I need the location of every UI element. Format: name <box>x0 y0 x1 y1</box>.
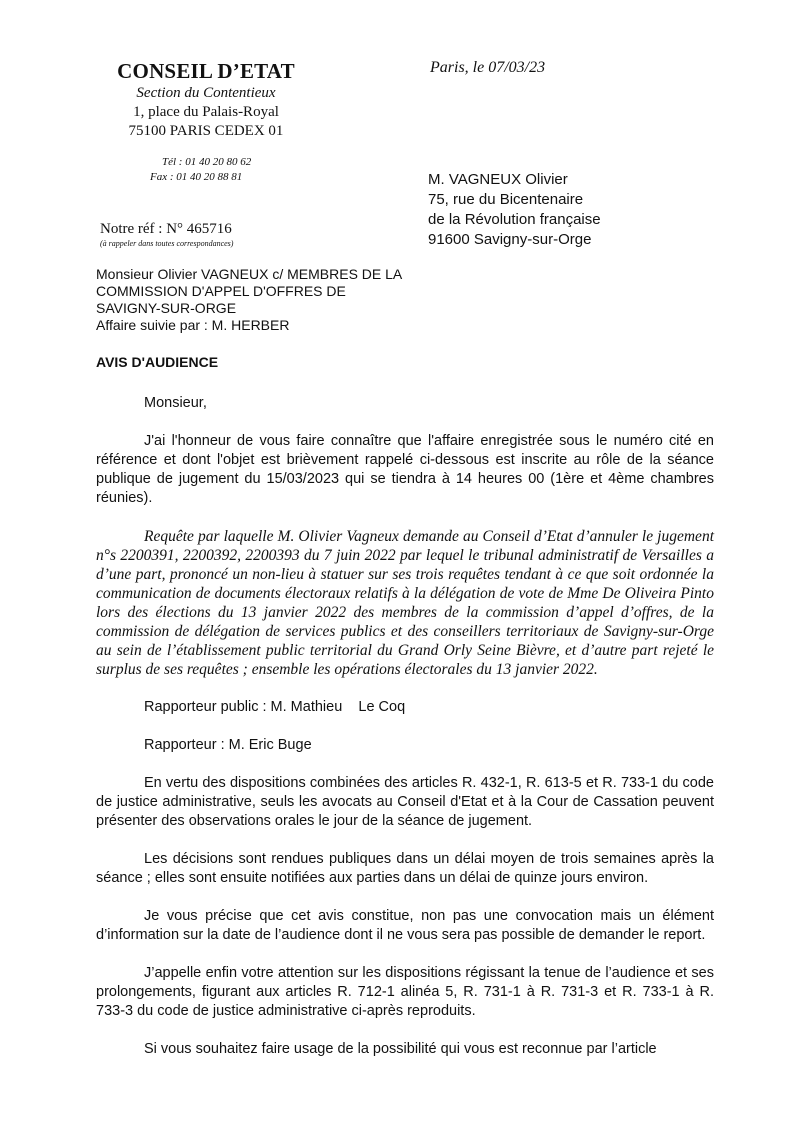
document-heading: AVIS D'AUDIENCE <box>96 354 219 370</box>
recipient-city: 91600 Savigny-sur-Orge <box>428 231 592 248</box>
case-title-block <box>96 266 436 334</box>
reference-note: (à rappeler dans toutes correspondances) <box>100 239 234 248</box>
reference-number: Notre réf : N° 465716 <box>100 221 232 237</box>
paragraph-provisions: J’appelle enfin votre attention sur les dispositions régissant la tenue de l’audience et ses prolongements, figurant aux articles R. 712-1 alinéa 5, R. 731-1 à R. 731-3 et R. 733-1 à R. 733-3 du code de justice administrative ci-après reproduits. <box>96 965 714 1019</box>
paragraph-oral-observations: En vertu des dispositions combinées des articles R. 432-1, R. 613-5 et R. 733-1 du code de justice administrative, seuls les avocats au Conseil d'Etat et à la Cour de Cassation peuvent présenter des observations orales le jour de la séance de jugement. <box>96 775 714 829</box>
fax: Fax : 01 40 20 88 81 <box>150 171 243 183</box>
recipient-address <box>428 170 601 250</box>
institution-title: CONSEIL D’ETAT <box>117 59 295 83</box>
paragraph-usage: Si vous souhaitez faire usage de la possibilité qui vous est reconnue par l’article <box>144 1041 657 1057</box>
case-handler: Affaire suivie par : M. HERBER <box>96 317 290 333</box>
telephone: Tél : 01 40 20 80 62 <box>162 156 252 168</box>
contact-block <box>150 155 251 185</box>
institution-address-line1: 1, place du Palais-Royal <box>133 104 279 120</box>
rapporteur-public: Rapporteur public : M. Mathieu Le Coq <box>144 699 406 715</box>
paragraph-hearing-notice: J'ai l'honneur de vous faire connaître que l'affaire enregistrée sous le numéro cité en référence et dont l'objet est brièvement rappelé ci-dessous est inscrite au rôle de la séance publique de jugement du 15/03/2023 qui se tiendra à 14 heures 00 (1ère et 4ème chambres réunies). <box>96 433 714 506</box>
rapporteur: Rapporteur : M. Eric Buge <box>144 737 312 753</box>
letter-body <box>96 394 714 1078</box>
recipient-street: 75, rue du Bicentenaire <box>428 191 584 208</box>
institution-section: Section du Contentieux <box>136 85 276 101</box>
salutation: Monsieur, <box>144 395 207 411</box>
institution-address-line2: 75100 PARIS CEDEX 01 <box>128 123 284 139</box>
paragraph-not-convocation: Je vous précise que cet avis constitue, non pas une convocation mais un élément d’information sur la date de l’audience dont il ne vous sera pas possible de demander le report. <box>96 908 714 943</box>
case-line-3: SAVIGNY-SUR-ORGE <box>96 300 237 316</box>
paragraph-request-summary: Requête par laquelle M. Olivier Vagneux demande au Conseil d’Etat d’annuler le jugement n°s 2200391, 2200392, 2200393 du 7 juin 2022 par lequel le tribunal administratif de Versailles a d’une part, prononcé un non-lieu à statuer sur ses trois requêtes tendant à ce que soit ordonnée la communication de documents électoraux relatifs à la délégation de vote de Mme De Oliveira Pinto lors des élections du 13 janvier 2022 des membres de la commission d’appel d’offres, de la commission de délégation de services publics et des conseillers territoriaux de Savigny-sur-Orge au sein de l’établissement public territorial du Grand Orly Seine Bièvre, et d’autre part rejeté le surplus de ses requêtes ; ensemble les opérations électorales du 13 janvier 2022. <box>96 528 714 678</box>
paragraph-decisions: Les décisions sont rendues publiques dans un délai moyen de trois semaines après la séance ; elles sont ensuite notifiées aux parties dans un délai de quinze jours environ. <box>96 851 714 886</box>
letter-date: Paris, le 07/03/23 <box>430 59 546 76</box>
letterhead <box>96 58 316 141</box>
recipient-street2: de la Révolution française <box>428 211 601 228</box>
case-line-1: Monsieur Olivier VAGNEUX c/ MEMBRES DE LA <box>96 266 403 282</box>
case-line-2: COMMISSION D'APPEL D'OFFRES DE <box>96 283 346 299</box>
recipient-name: M. VAGNEUX Olivier <box>428 171 568 188</box>
